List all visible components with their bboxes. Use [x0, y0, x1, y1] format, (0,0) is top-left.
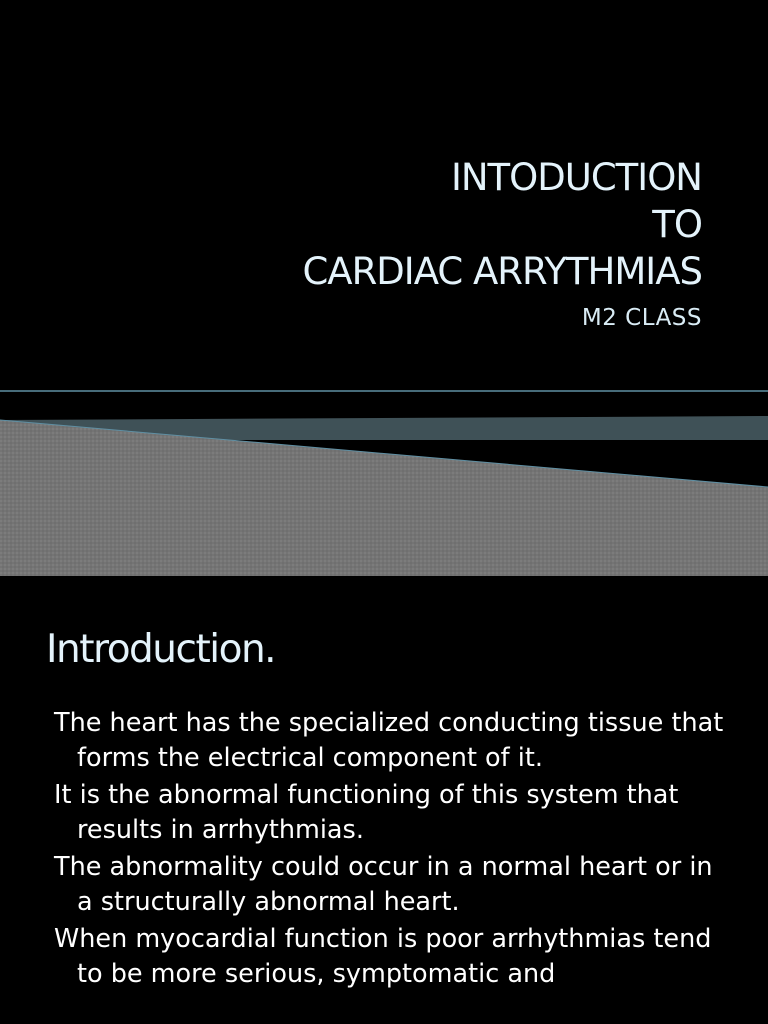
- introduction-slide: [0, 576, 768, 1024]
- gray-textured-band: [0, 420, 768, 576]
- title-line-2: TO: [652, 203, 702, 246]
- bullet-item: The heart has the specialized conducting tissue that forms the electrical component of it.: [54, 708, 724, 773]
- bullet-item: It is the abnormal functioning of this system that results in arrhythmias.: [54, 780, 679, 845]
- subtitle: M2 CLASS: [581, 305, 702, 331]
- title-line-1: INTODUCTION: [450, 156, 702, 199]
- slide-heading: Introduction.: [46, 627, 276, 672]
- bullet-item: The abnormality could occur in a normal heart or in a structurally abnormal heart.: [54, 852, 713, 917]
- title-line-3: CARDIAC ARRYTHMIAS: [302, 250, 702, 293]
- bullet-item: When myocardial function is poor arrhythmias tend to be more serious, symptomatic and: [54, 924, 712, 989]
- title-block: [302, 154, 702, 333]
- bullet-list: [54, 706, 724, 994]
